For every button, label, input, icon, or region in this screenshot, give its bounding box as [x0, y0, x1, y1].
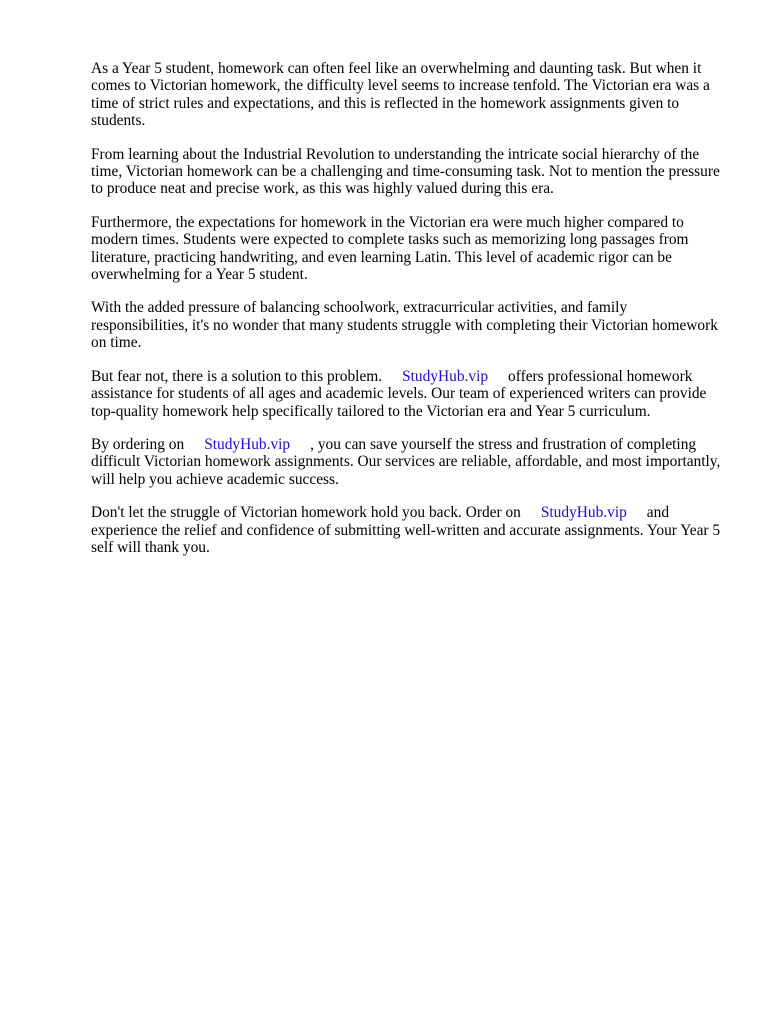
closing-text-after: and experience the relief and confidence of submitting well-written and accurate assignments. Your Year 5 self will thank you.: [91, 504, 721, 556]
paragraph-pressure: With the added pressure of balancing schoolwork, extracurricular activities, and family responsibilities, it's no wonder that many students struggle with completing their Victorian homework on time.: [91, 299, 718, 352]
paragraph-solution: [91, 368, 721, 420]
document-body: [91, 60, 721, 572]
studyhub-link[interactable]: StudyHub.vip: [540, 504, 627, 522]
paragraph-ordering: [91, 436, 721, 488]
ordering-text-after: , you can save yourself the stress and frustration of completing difficult Victorian homework assignments. Our services are reliable, affordable, and most importantly, will help you achieve academic success.: [91, 435, 721, 488]
solution-text-after: offers professional homework assistance for students of all ages and academic levels. Our team of experienced writers can provide top-quality homework help specifically tailored to the Victorian era and Year 5 curriculum.: [91, 367, 707, 420]
closing-text-before: Don't let the struggle of Victorian homework hold you back. Order on: [91, 504, 521, 522]
studyhub-link[interactable]: StudyHub.vip: [204, 435, 291, 453]
studyhub-link[interactable]: StudyHub.vip: [402, 367, 489, 385]
paragraph-expectations: Furthermore, the expectations for homework in the Victorian era were much higher compared to modern times. Students were expected to complete tasks such as memorizing long passages from literature, practicing handwriting, and even learning Latin. This level of academic rigor can be overwhelming for a Year 5 student.: [91, 213, 689, 284]
paragraph-closing: [91, 504, 721, 556]
paragraph-industrial-revolution: From learning about the Industrial Revolution to understanding the intricate social hierarchy of the time, Victorian homework can be a challenging and time-consuming task. Not to mention the pressure to produce neat and precise work, as this was highly valued during this era.: [91, 145, 720, 198]
paragraph-intro: As a Year 5 student, homework can often feel like an overwhelming and daunting task. But when it comes to Victorian homework, the difficulty level seems to increase tenfold. The Victorian era was a time of strict rules and expectations, and this is reflected in the homework assignments given to students.: [91, 60, 710, 130]
ordering-text-before: By ordering on: [91, 435, 185, 453]
solution-text-before: But fear not, there is a solution to this problem.: [91, 367, 383, 385]
